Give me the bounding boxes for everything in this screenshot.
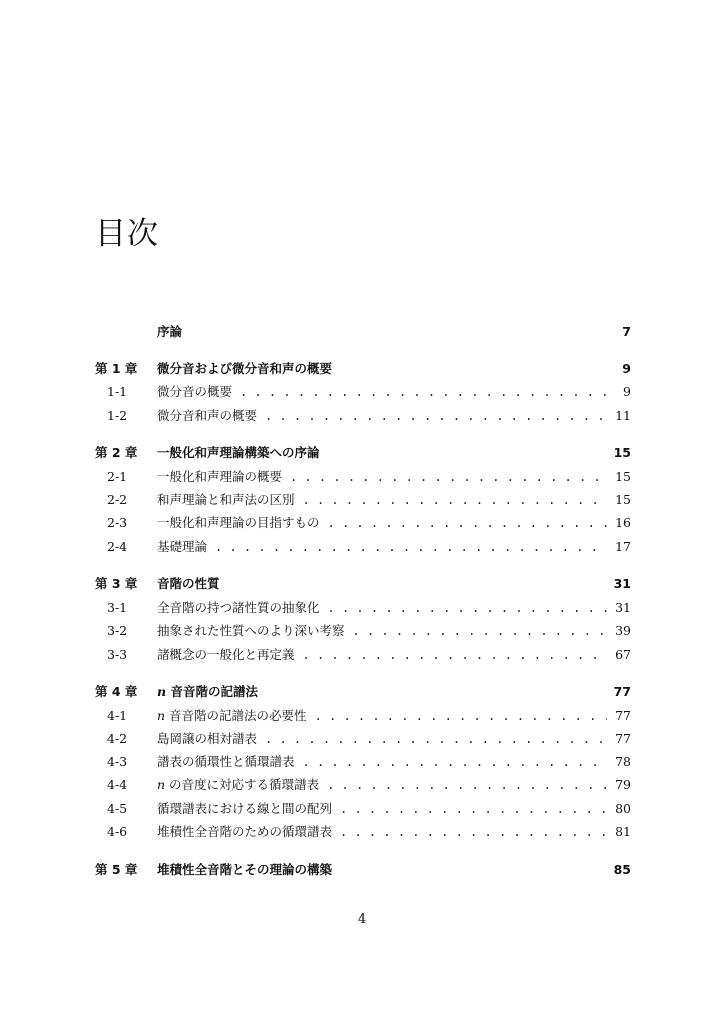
toc-entry-number: 4-1 [107,708,128,723]
toc-entry-page: 9 [623,384,631,399]
toc-entry-page: 67 [615,647,631,662]
toc-entry-title [157,537,207,557]
toc-entry-number: 3-1 [107,600,128,615]
toc-entry-title-text: 諸概念の一般化と再定義 [157,647,295,662]
toc-chapter-entry[interactable] [95,359,631,379]
toc-entry-title-text: 島岡譲の相対譜表 [157,731,258,746]
toc-entry-title-text: 抽象された性質へのより深い考察 [157,623,345,638]
toc-entry-number: 2-3 [107,515,128,530]
toc-entry-title [157,406,257,426]
toc-entry-page: 7 [622,324,631,339]
toc-entry-number: 2-4 [107,539,128,554]
toc-entry-title [157,382,232,402]
math-variable: n [157,708,166,723]
toc-section-entry[interactable] [95,729,631,749]
toc-entry-number: 2-1 [107,469,128,484]
toc-entry-number: 3-3 [107,647,128,662]
toc-section-entry[interactable] [95,598,631,618]
page-number: 4 [357,912,367,927]
toc-entry-title-text: 循環譜表における線と間の配列 [157,801,333,816]
dot-leader [303,645,607,665]
toc-entry-page: 77 [613,684,631,699]
dot-leader [328,598,607,618]
toc-entry-title [157,822,332,842]
toc-entry-page: 15 [613,445,631,460]
toc-entry-title [157,574,220,594]
dot-leader [353,621,607,641]
toc-entry-title-text: の音度に対応する循環譜表 [169,777,320,792]
toc-entry-number: 2-2 [107,492,128,507]
toc-entry-title [157,621,345,641]
toc-entry-title [157,752,295,772]
toc-entry-title [157,513,320,533]
toc-entry-number: 4-5 [107,801,128,816]
toc-entry-title-text: 一般化和声理論構築への序論 [157,445,320,460]
dot-leader [265,729,607,749]
toc-entry-page: 39 [615,623,631,638]
toc-entry-title-text: 音音階の記譜法の必要性 [169,708,307,723]
toc-entry-title [157,706,307,726]
dot-leader [240,382,607,402]
dot-leader [340,822,607,842]
toc-entry-title [157,490,295,510]
toc-entry-number: 第 4 章 [95,684,138,699]
toc-entry-page: 15 [615,492,631,507]
toc-section-entry[interactable] [95,621,631,641]
toc-chapter-entry[interactable] [95,860,631,880]
toc-entry-page: 81 [615,824,631,839]
toc-entry-number: 4-2 [107,731,128,746]
toc-chapter-entry[interactable] [95,443,631,463]
toc-entry-page: 9 [622,361,631,376]
toc-entry-title-text: 微分音の概要 [157,384,233,399]
dot-leader [340,799,607,819]
toc-entry-number: 第 3 章 [95,576,138,591]
toc-entry-number: 1-1 [107,384,128,399]
toc-title: 目次 [95,216,159,252]
toc-entry-title-text: 全音階の持つ諸性質の抽象化 [157,600,320,615]
toc-section-entry[interactable] [95,513,631,533]
dot-leader [303,752,607,772]
toc-entry-title-text: 音階の性質 [157,576,220,591]
toc-entry-number: 4-4 [107,777,128,792]
dot-leader [328,513,607,533]
toc-entry-title [157,775,319,795]
toc-entry-number: 4-6 [107,824,128,839]
dot-leader [215,537,607,557]
toc-chapter-entry[interactable] [95,574,631,594]
toc-entry-number: 第 2 章 [95,445,138,460]
toc-entry-title-text: 微分音和声の概要 [157,408,258,423]
toc-entry-title [157,729,257,749]
toc-section-entry[interactable] [95,645,631,665]
toc-entry-title [157,860,332,880]
toc-section-entry[interactable] [95,799,631,819]
toc-entry-title [157,467,282,487]
toc-section-entry[interactable] [95,775,631,795]
toc-chapter-entry[interactable] [95,682,631,702]
toc-entry-page: 31 [613,576,631,591]
toc-section-entry[interactable] [95,822,631,842]
toc-entry-page: 78 [615,754,631,769]
toc-section-entry[interactable] [95,706,631,726]
toc-entry-page: 17 [615,539,631,554]
toc-section-entry[interactable] [95,467,631,487]
toc-entry-title [157,598,320,618]
toc-entry-title [157,359,332,379]
toc-section-entry[interactable] [95,537,631,557]
toc-entry-page: 77 [615,731,631,746]
toc-entry-number: 第 1 章 [95,361,138,376]
toc-section-entry[interactable] [95,490,631,510]
toc-entry-title-text: 堆積性全音階のための循環譜表 [157,824,333,839]
toc-entry-page: 11 [615,408,631,423]
toc-entry-number: 第 5 章 [95,862,138,877]
toc-entry-page: 16 [615,515,631,530]
toc-entry-title-text: 基礎理論 [157,539,208,554]
toc-entry-title-text: 序論 [157,324,183,339]
dot-leader [290,467,607,487]
toc-entry-page: 79 [615,777,631,792]
toc-section-entry[interactable] [95,752,631,772]
toc-entry-page: 80 [615,801,631,816]
toc-entry-title [157,645,295,665]
dot-leader [315,706,607,726]
toc-section-entry[interactable] [95,382,631,402]
toc-entry-title-text: 一般化和声理論の概要 [157,469,283,484]
toc-entry-title-text: 一般化和声理論の目指すもの [157,515,320,530]
toc-entry-page: 77 [615,708,631,723]
toc-entry-title-text: 和声理論と和声法の区別 [157,492,295,507]
toc-entry-title [157,799,332,819]
toc-entry-number: 4-3 [107,754,128,769]
dot-leader [303,490,607,510]
toc-entry-title [157,443,320,463]
toc-entry-title-text: 微分音および微分音和声の概要 [157,361,333,376]
toc-entry-title-text: 堆積性全音階とその理論の構築 [157,862,333,877]
toc-chapter-entry[interactable] [95,322,631,342]
toc-entry-page: 85 [613,862,631,877]
dot-leader [265,406,607,426]
math-variable: n [157,684,167,699]
dot-leader [327,775,607,795]
toc-entry-page: 31 [615,600,631,615]
toc-entry-title [157,322,182,342]
math-variable: n [157,777,166,792]
toc-entry-number: 1-2 [107,408,128,423]
toc-section-entry[interactable] [95,406,631,426]
toc-entry-number: 3-2 [107,623,128,638]
toc-entry-title-text: 音音階の記譜法 [170,684,258,699]
toc-entry-title-text: 譜表の循環性と循環譜表 [157,754,295,769]
toc-entry-page: 15 [615,469,631,484]
toc-entry-title [157,682,258,702]
